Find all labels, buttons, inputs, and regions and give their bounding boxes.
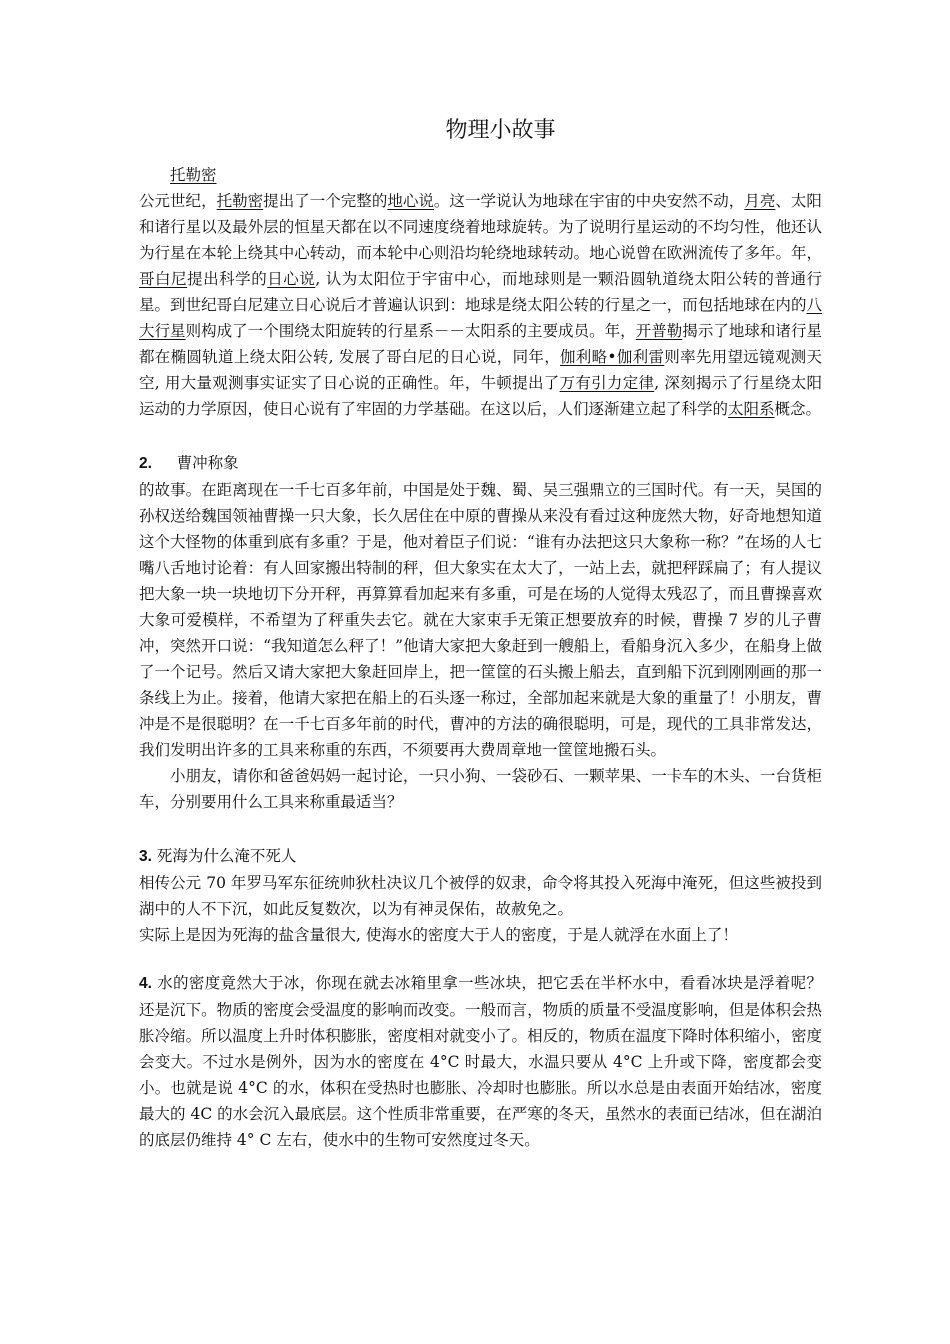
text-run: 提出科学的 — [187, 270, 268, 288]
text-run: 、太阳和诸行星以及最外层的恒星天都在以不同速度绕着地球旋转。为了说明行星运动的不均匀性，他还认为行星在本轮上绕其中心转动，而本轮中心则沿均轮绕地球转动。地心说曾在欧洲流传了多年。年， — [139, 192, 822, 262]
text-run: 公元世纪， — [139, 192, 217, 210]
link-eight-planets[interactable]: 八大行星 — [139, 296, 822, 340]
page-title: 物理小故事 — [445, 118, 556, 143]
link-gravitation[interactable]: 万有引力定律 — [559, 374, 655, 392]
section-number: 4. — [139, 975, 152, 992]
section-ptolemy — [139, 162, 822, 422]
paragraph: 实际上是因为死海的盐含量很大, 使海水的密度大于人的密度，于是人就浮在水面上了！ — [139, 926, 738, 944]
paragraph: 相传公元 70 年罗马军东征统帅狄杜决议几个被俘的奴隶，命令将其投入死海中淹死，但这些被投到湖中的人不下沉，如此反复数次，以为有神灵保佑，故赦免之。 — [139, 874, 822, 918]
link-galileo[interactable]: 伽利略•伽利雷 — [560, 348, 665, 366]
paragraph: 小朋友，请你和爸爸妈妈一起讨论，一只小狗、一袋砂石、一颗苹果、一卡车的木头、一台货柜车，分别要用什么工具来称重最适当？ — [139, 767, 822, 811]
link-copernicus[interactable]: 哥白尼 — [139, 270, 188, 288]
spacer — [139, 948, 822, 970]
text-run: 。这一学说认为地球在宇宙的中央安然不动， — [433, 192, 745, 210]
text-run: , 认为太阳位于宇宙中心，而地球则是一颗沿圆轨道绕太阳公转的普通行星。到世纪哥白尼建立日心说后才普遍认识到：地球是绕太阳公转的行星之一，而包括地球在内的 — [139, 270, 822, 314]
section-heading — [139, 162, 822, 188]
link-solar-system[interactable]: 太阳系 — [728, 400, 775, 418]
section-heading — [139, 843, 822, 870]
spacer — [139, 815, 822, 843]
section-title: 死海为什么淹不死人 — [156, 847, 297, 865]
paragraph — [139, 188, 822, 422]
text-run: 概念。 — [774, 400, 822, 418]
link-moon[interactable]: 月亮 — [744, 192, 776, 210]
link-ptolemy[interactable]: 托勒密 — [216, 192, 264, 210]
section-number: 2. — [139, 455, 152, 472]
section-heading — [139, 450, 822, 477]
paragraph: 的故事。在距离现在一千七百多年前，中国是处于魏、蜀、吴三强鼎立的三国时代。有一天，吴国的孙权送给魏国领袖曹操一只大象，长久居住在中原的曹操从来没有看过这种庞然大物，好奇地想知道这个大怪物的体重到底有多重？于是，他对着臣子们说：“谁有办法把这只大象称一称？”在场的人七嘴八舌地讨论着：有人回家搬出特制的秤，但大象实在太大了，一站上去，就把秤踩扁了；有人提议把大象一块一块地切下分开秤，再算算看加起来有多重，可是在场的人觉得太残忍了，而且曹操喜欢大象可爱模样，不希望为了秤重失去它。就在大家束手无策正想要放弃的时候，曹操 7 岁的儿子曹冲，突然开口说：“我知道怎么秤了！”他请大家把大象赶到一艘船上，看船身沉入多少，在船身上做了一个记号。然后又请大家把大象赶回岸上，把一筐筐的石头搬上船去，直到船下沉到刚刚画的那一条线上为止。接着，他请大家把在船上的石头逐一称过，全部加起来就是大象的重量了！小朋友，曹冲是不是很聪明？在一千七百多年前的时代，曹冲的方法的确很聪明，可是，现代的工具非常发达，我们发明出许多的工具来称重的东西，不须要再大费周章地一筐筐地搬石头。 — [139, 481, 822, 759]
section-number: 3. — [139, 848, 152, 865]
link-kepler[interactable]: 开普勒 — [635, 322, 683, 340]
paragraph — [139, 970, 822, 1153]
text-run: 揭示了地球和诸行星都在椭圆轨道上绕太阳公转, 发展了哥白尼的日心说，同年， — [139, 322, 822, 366]
section-text: 水的密度竟然大于冰，你现在就去冰箱里拿一些冰块，把它丢在半杯水中，看看冰块是浮着呢？还是沉下。物质的密度会受温度的影响而改变。一般而言，物质的质量不受温度影响，但是体积会热胀冷缩。所以温度上升时体积膨胀，密度相对就变小了。相反的，物质在温度下降时体积缩小，密度会变大。不过水是例外，因为水的密度在 4°C 时最大，水温只要从 4°C 上升或下降，密度都会变小。也就是说 4°C 的水，体积在受热时也膨胀、冷却时也膨胀。所以水总是由表面开始结冰，密度最大的 4C 的水会沉入最底层。这个性质非常重要，在严寒的冬天，虽然水的表面已结冰，但在湖泊的底层仍维持 4° C 左右，使水中的生物可安然度过冬天。 — [139, 974, 822, 1149]
section-water-density — [139, 970, 822, 1153]
text-run: 则构成了一个围绕太阳旋转的行星系－－太阳系的主要成员。年， — [185, 322, 636, 340]
section-dead-sea — [139, 843, 822, 948]
section-title: 曹冲称象 — [176, 454, 239, 472]
text-run: , 深刻揭示了行星绕太阳运动的力学原因，使日心说有了牢固的力学基础。在这以后，人们逐渐建立起了科学的 — [139, 374, 822, 418]
text-run: 则率先用望远镜观测天空, 用大量观测事实证实了日心说的正确性。年，牛顿提出了 — [139, 348, 822, 392]
spacer — [139, 422, 822, 450]
link-heliocentric[interactable]: 日心说 — [267, 270, 316, 288]
section-cao-chong — [139, 450, 822, 815]
heading-link[interactable]: 托勒密 — [170, 166, 217, 184]
link-geocentric[interactable]: 地心说 — [387, 192, 434, 210]
text-run: 提出了一个完整的 — [263, 192, 388, 210]
